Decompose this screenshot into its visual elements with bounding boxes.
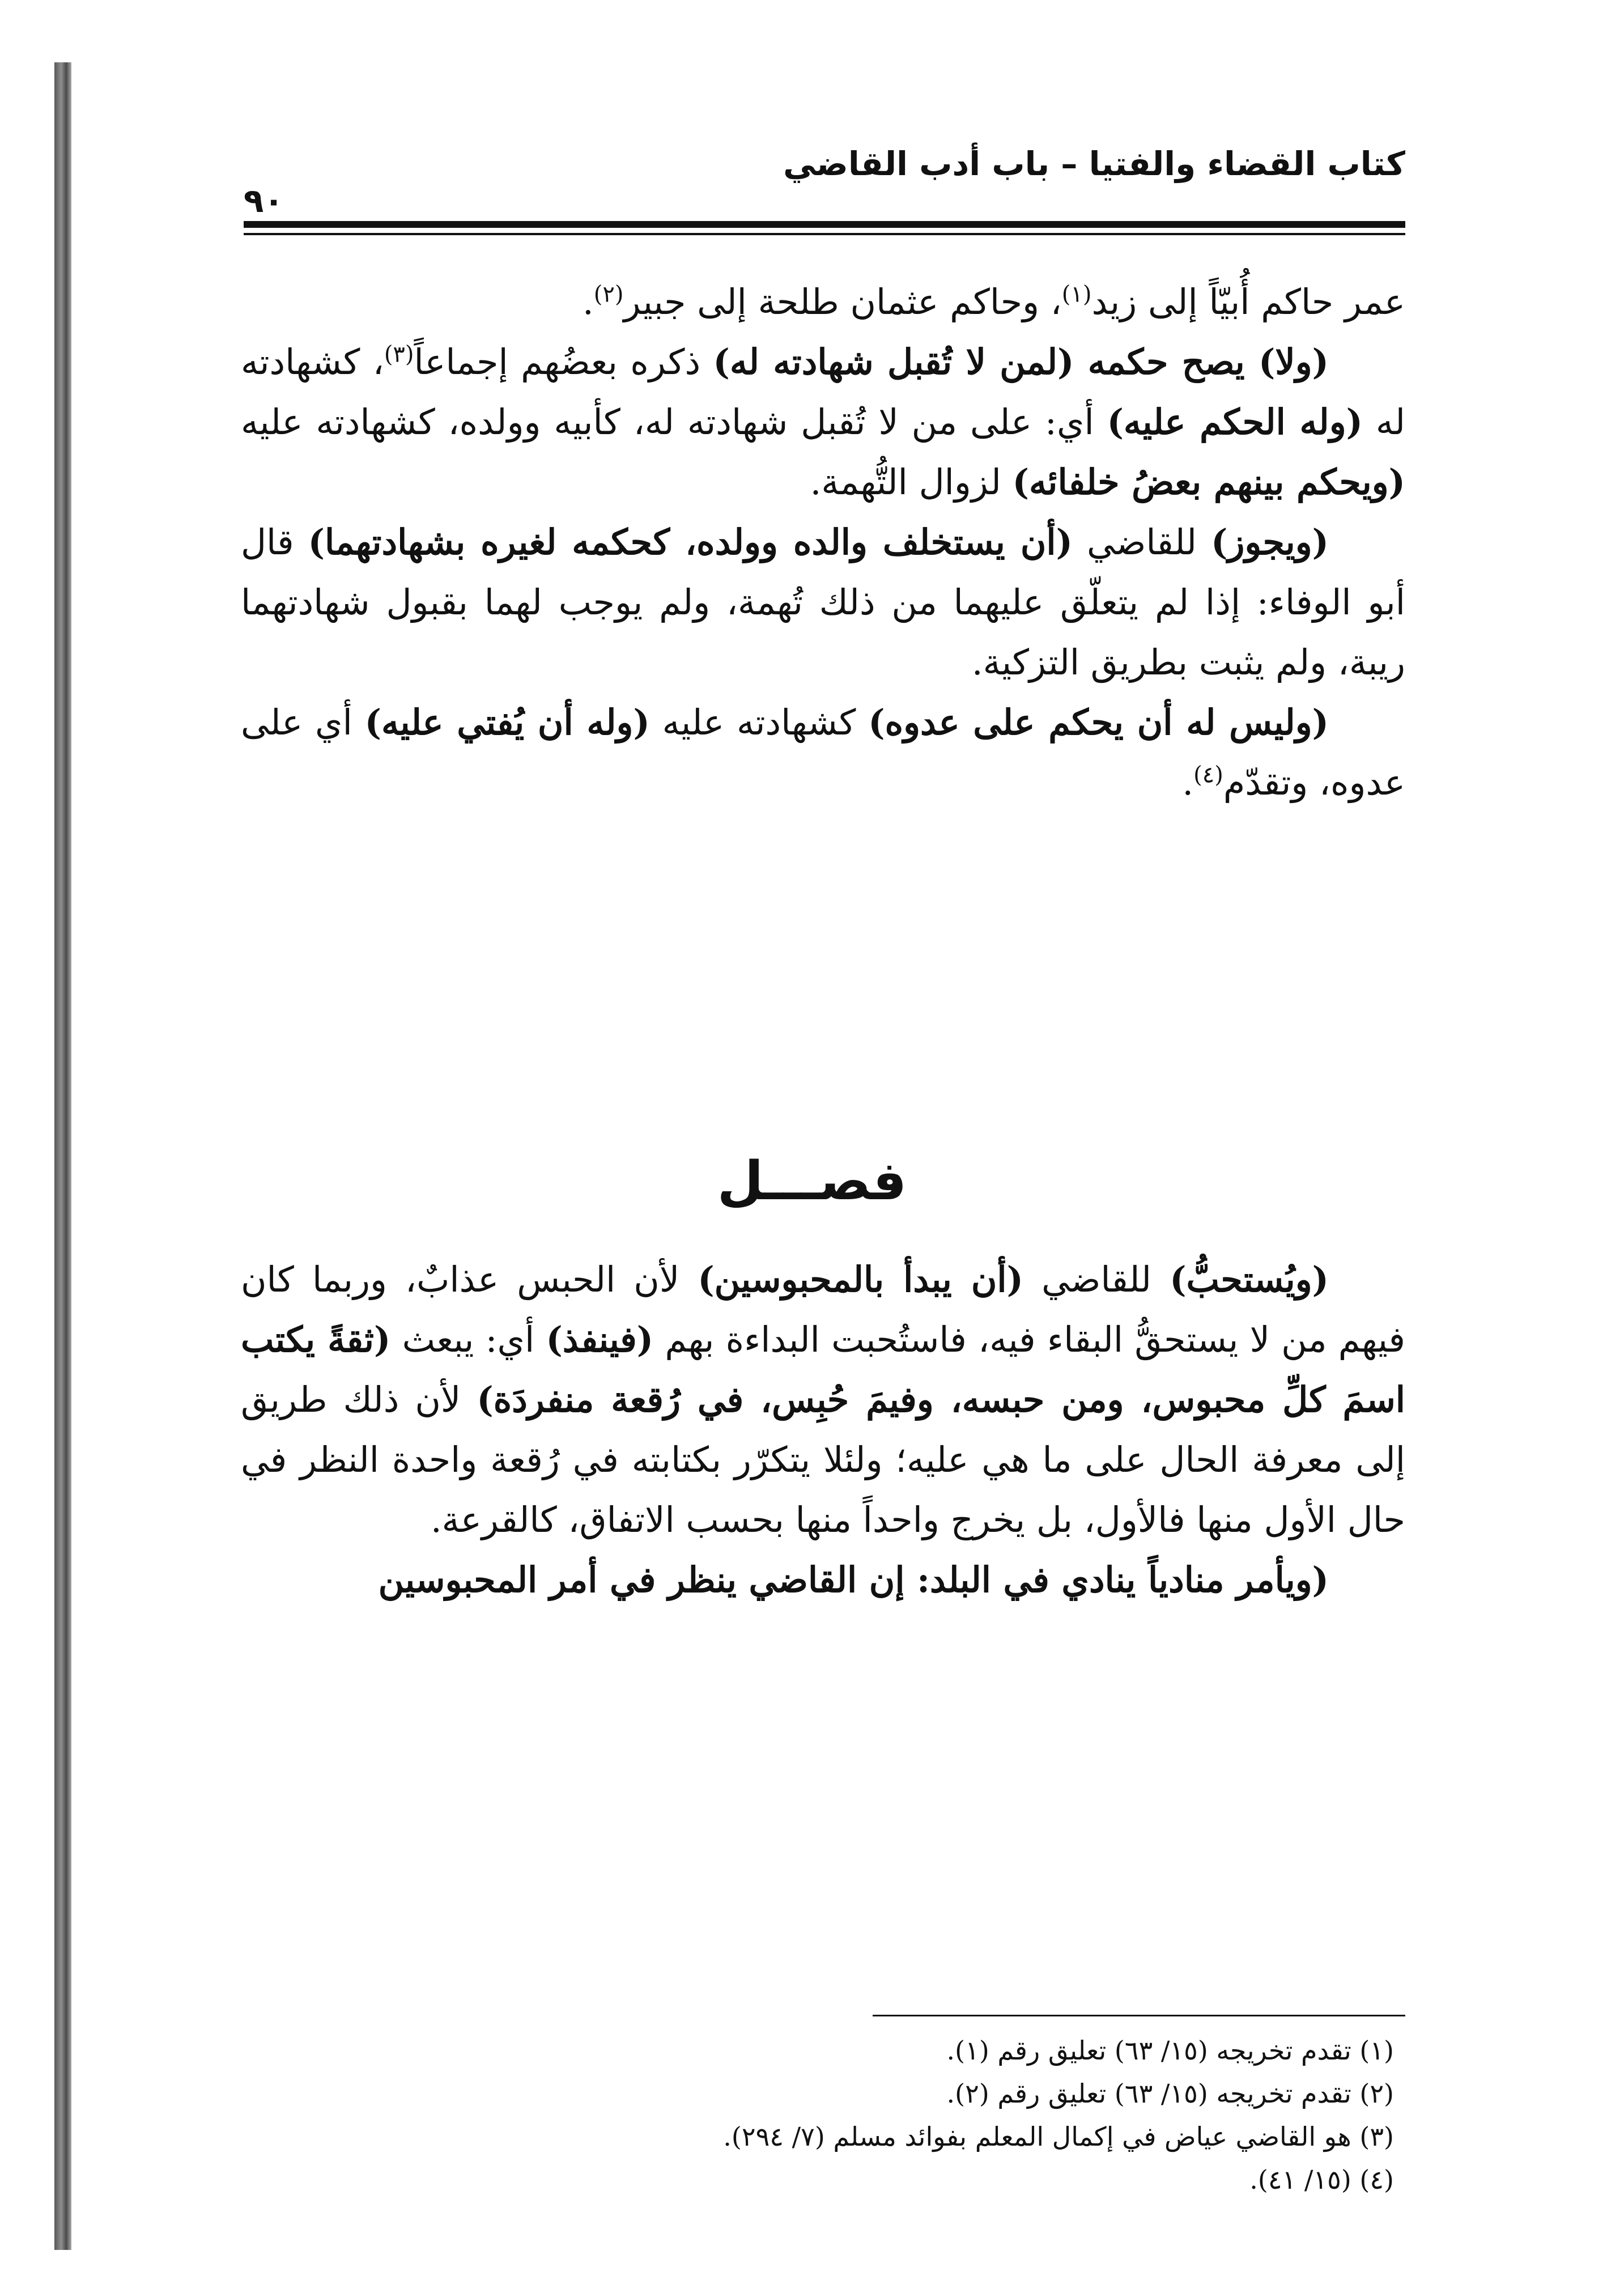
text: أي على عدوه، وتقدّم [241, 702, 1405, 803]
paragraph-4 [241, 693, 1405, 813]
bold-matn: (وله الحكم عليه) [1107, 401, 1363, 443]
footnote-2: (٢) تقدم تخريجه (١٥/ ٦٣) تعليق رقم (٢). [946, 2078, 1394, 2109]
text: لأن الحبس عذابٌ، وربما كان فيهم من لا يستحقُّ البقاء فيه، فاستُحبت البداءة بهم [241, 1259, 1405, 1360]
bold-matn: (ويحكم بينهم بعضُ خلفائه) [1012, 461, 1405, 503]
bold-matn: (أن يبدأ بالمحبوسين) [698, 1259, 1023, 1300]
footnote-ref-4: (٤) [1193, 762, 1223, 788]
footnote-ref-3: (٣) [384, 341, 414, 368]
text: . [583, 281, 594, 322]
running-title: كتاب القضاء والفتيا – باب أدب القاضي [783, 145, 1405, 183]
text: للقاضي [1023, 1259, 1170, 1300]
bold-matn: (ويُستحبُّ) [1170, 1259, 1329, 1300]
text: أي: يبعث [390, 1319, 546, 1360]
text: لزوال التُّهمة. [810, 461, 1013, 503]
footnote-ref-2: (٢) [593, 281, 624, 308]
footnotes [241, 2029, 1405, 2201]
footnote-ref-1: (١) [1061, 281, 1092, 308]
text: ذكره بعضُهم إجماعاً [414, 341, 713, 383]
bold-matn: (ثقةً يكتب اسمَ كلِّ محبوس، ومن حبسه، وفيمَ حُبِس، في رُقعة منفردَة) [241, 1319, 1405, 1420]
text: للقاضي [1072, 521, 1211, 563]
main-text [241, 272, 1405, 813]
bold-matn: (ولا) يصح حكمه (لمن لا تُقبل شهادته له) [713, 341, 1329, 383]
paragraph-1 [241, 272, 1405, 332]
bold-matn: (ويأمر منادياً ينادي في البلد: إن القاضي ينظر في أمر المحبوسين [378, 1559, 1329, 1600]
text: . [1182, 762, 1194, 803]
bold-matn: (أن يستخلف والده وولده، كحكمه لغيره بشهادتهما) [308, 521, 1073, 563]
text: ، وحاكم عثمان طلحة إلى جبير [623, 281, 1062, 322]
header-rule-thin [244, 233, 1405, 235]
footnote-4: (٤) (١٥/ ٤١). [1249, 2164, 1394, 2195]
text: ، كشهادته له [241, 341, 1405, 443]
section-text [241, 1250, 1405, 1610]
bold-matn: (فينفذ) [546, 1319, 654, 1360]
text: أي: على من لا تُقبل شهادته له، كأبيه وولده، كشهادته عليه [241, 401, 1107, 443]
text: كشهادته عليه [649, 702, 869, 743]
footnote-1: (١) تقدم تخريجه (١٥/ ٦٣) تعليق رقم (١). [946, 2035, 1394, 2066]
paragraph-2 [241, 332, 1405, 512]
paragraph-6 [241, 1550, 1405, 1610]
bold-matn: (ويجوز) [1211, 521, 1329, 563]
header-rule-thick [244, 221, 1405, 228]
page-header [244, 145, 1405, 241]
page-number: ٩٠ [244, 181, 284, 220]
bold-matn: (وليس له أن يحكم على عدوه) [868, 702, 1329, 743]
bold-matn: (وله أن يُفتي عليه) [364, 702, 650, 743]
paragraph-3 [241, 512, 1405, 693]
footnote-3: (٣) هو القاضي عياض في إكمال المعلم بفوائد مسلم (٧/ ٢٩٤). [723, 2121, 1394, 2152]
text: قال أبو الوفاء: إذا لم يتعلّق عليهما من ذلك تُهمة، ولم يوجب لهما بقبول شهادتهما ريبة، ولم يثبت بطريق التزكية. [241, 521, 1405, 683]
text: عمر حاكم أُبيّاً إلى زيد [1091, 281, 1405, 322]
footnote-separator [873, 2015, 1405, 2016]
section-heading: فصـــل [717, 1150, 907, 1212]
text: لأن ذلك طريق إلى معرفة الحال على ما هي عليه؛ ولئلا يتكرّر بكتابته في رُقعة واحدة النظر في حال الأول منها فالأول، بل يخرج واحداً منها بحسب الاتفاق، كالقرعة. [241, 1379, 1405, 1540]
paragraph-5 [241, 1250, 1405, 1550]
